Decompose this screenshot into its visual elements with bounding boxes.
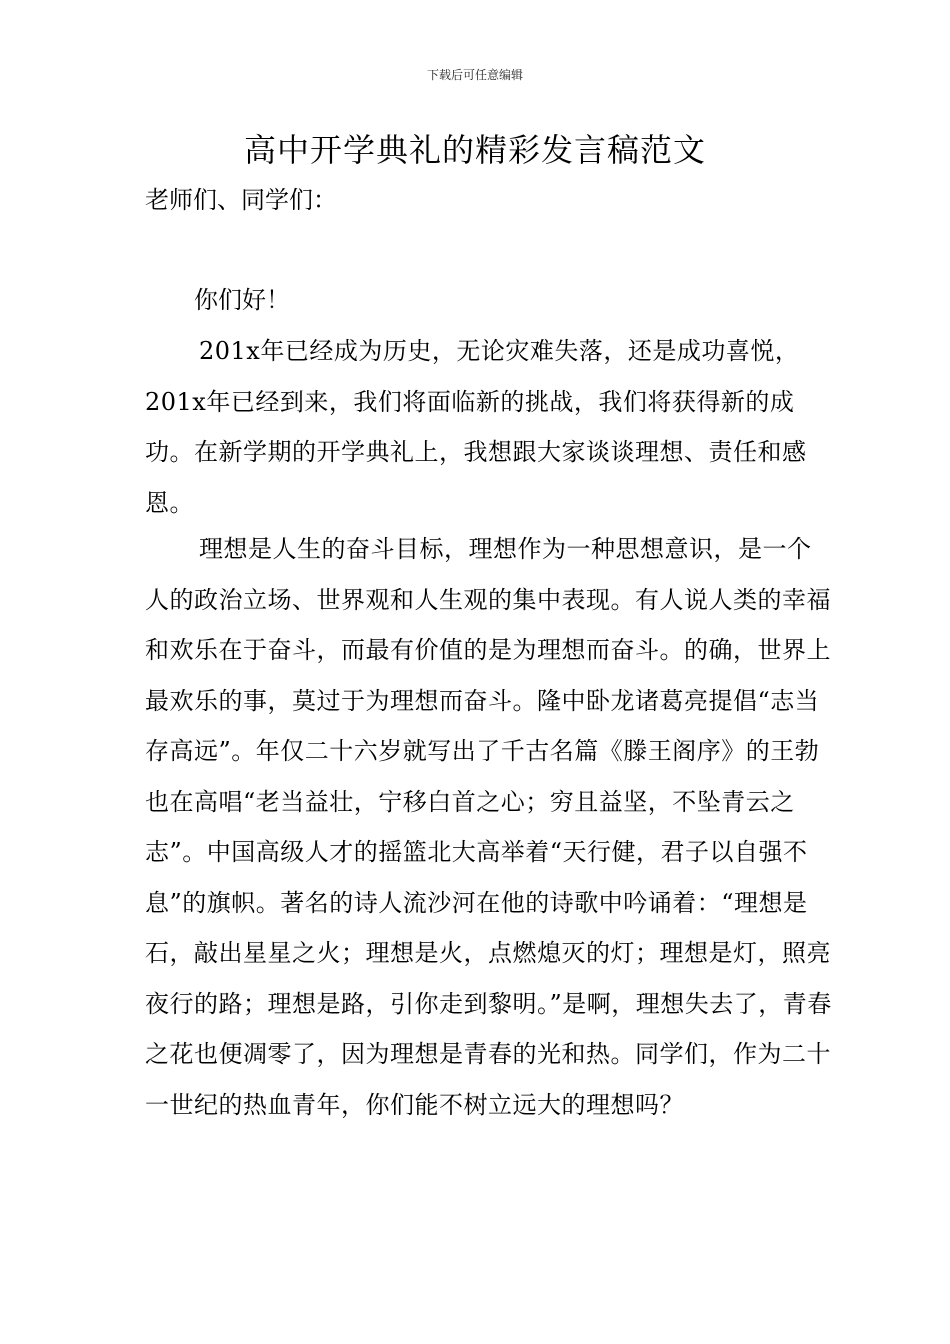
page-title: 高中开学典礼的精彩发言稿范文: [243, 131, 706, 169]
greeting: 你们好！: [194, 286, 290, 314]
paragraph-1: 201x年已经成为历史，无论灾难失落，还是成功喜悦，201x年已经到来，我们将面临新的挑战，我们将获得新的成功。在新学期的开学典礼上，我想跟大家谈谈理想、责任和感恩。: [145, 337, 807, 517]
paragraph-2: 理想是人生的奋斗目标，理想作为一种思想意识，是一个人的政治立场、世界观和人生观的集中表现。有人说人类的幸福和欢乐在于奋斗，而最有价值的是为理想而奋斗。的确，世界上最欢乐的事，莫过于为理想而奋斗。隆中卧龙诸葛亮提倡“志当存高远”。年仅二十六岁就写出了千古名篇《滕王阁序》的王勃也在高唱“老当益壮，宁移白首之心；穷且益坚，不坠青云之志”。中国高级人才的摇篮北大高举着“天行健，君子以自强不息”的旗帜。著名的诗人流沙河在他的诗歌中吟诵着：“理想是石，敲出星星之火；理想是火，点燃熄灭的灯；理想是灯，照亮夜行的路；理想是路，引你走到黎明。”是啊，理想失去了，青春之花也便凋零了，因为理想是青春的光和热。同学们，作为二十一世纪的热血青年，你们能不树立远大的理想吗？: [145, 535, 832, 1119]
salutation: 老师们、同学们：: [145, 186, 337, 214]
page-header-note: 下载后可任意编辑: [426, 68, 523, 82]
